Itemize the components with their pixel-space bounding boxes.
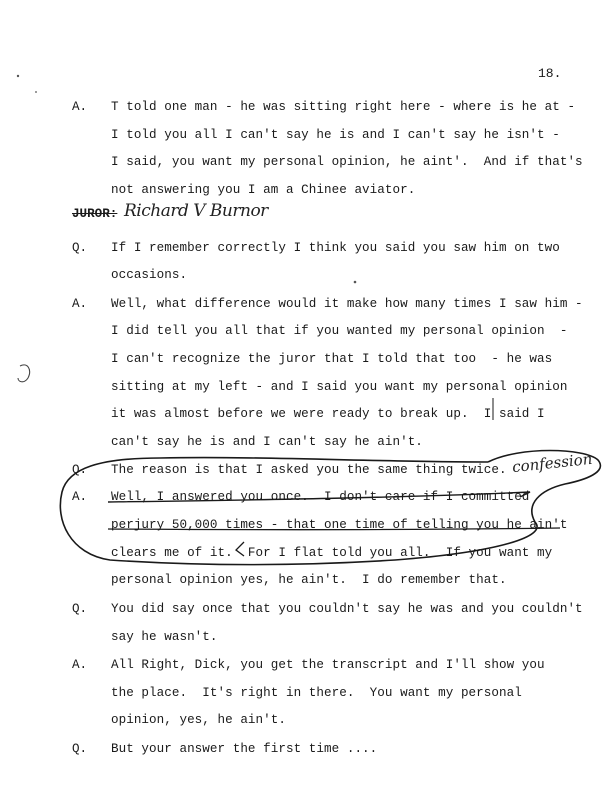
speaker-label: A. — [72, 100, 88, 114]
handwritten-annotation: confession — [511, 449, 594, 477]
transcript-line: not answering you I am a Chinee aviator. — [111, 183, 416, 197]
transcript-line: I can't recognize the juror that I told that too - he was — [111, 352, 553, 366]
transcript-line: opinion, yes, he ain't. — [111, 713, 286, 727]
transcript-line: I told you all I can't say he is and I can't say he isn't - — [111, 128, 560, 142]
speaker-label: Q. — [72, 742, 88, 756]
transcript-line: You did say once that you couldn't say he was and you couldn't — [111, 602, 583, 616]
transcript-line: All Right, Dick, you get the transcript and I'll show you — [111, 658, 545, 672]
juror-label: JUROR: — [72, 207, 118, 221]
transcript-line: T told one man - he was sitting right here - where is he at - — [111, 100, 576, 114]
transcript-line: personal opinion yes, he ain't. I do remember that. — [111, 573, 507, 587]
speck-mark — [35, 91, 37, 93]
transcript-line: can't say he is and I can't say he ain't. — [111, 435, 423, 449]
punch-mark — [18, 365, 30, 382]
transcript-line: perjury 50,000 times - that one time of telling you he ain't — [111, 518, 568, 532]
transcript-line: the place. It's right in there. You want my personal — [111, 686, 522, 700]
speaker-label: Q. — [72, 463, 88, 477]
transcript-line: sitting at my left - and I said you want my personal opinion — [111, 380, 568, 394]
transcript-line: I said, you want my personal opinion, he aint'. And if that's — [111, 155, 583, 169]
page-number: 18. — [538, 66, 562, 81]
speaker-label: A. — [72, 297, 88, 311]
underline-mark — [108, 528, 560, 530]
speaker-label: Q. — [72, 602, 88, 616]
speaker-label: Q. — [72, 241, 88, 255]
transcript-line: it was almost before we were ready to break up. I said I — [111, 407, 545, 421]
underline-mark — [108, 492, 530, 502]
transcript-line: If I remember correctly I think you said you saw him on two — [111, 241, 560, 255]
circle-mark — [60, 451, 600, 565]
speaker-label: A. — [72, 658, 88, 672]
transcript-line: But your answer the first time .... — [111, 742, 378, 756]
transcript-line: occasions. — [111, 268, 188, 282]
transcript-line: say he wasn't. — [111, 630, 218, 644]
speck-mark — [17, 75, 19, 77]
bracket-mark — [236, 542, 244, 556]
transcript-line: Well, what difference would it make how many times I saw him - — [111, 297, 583, 311]
transcript-line: I did tell you all that if you wanted my personal opinion - — [111, 324, 568, 338]
transcript-line: The reason is that I asked you the same thing twice. — [111, 463, 507, 477]
juror-signature: Richard V Burnor — [124, 201, 268, 221]
speaker-label: A. — [72, 490, 88, 504]
transcript-line: Well, I answered you once. I don't care if I committed — [111, 490, 530, 504]
speck-mark — [354, 281, 357, 284]
transcript-line: clears me of it. For I flat told you all. If you want my — [111, 546, 553, 560]
